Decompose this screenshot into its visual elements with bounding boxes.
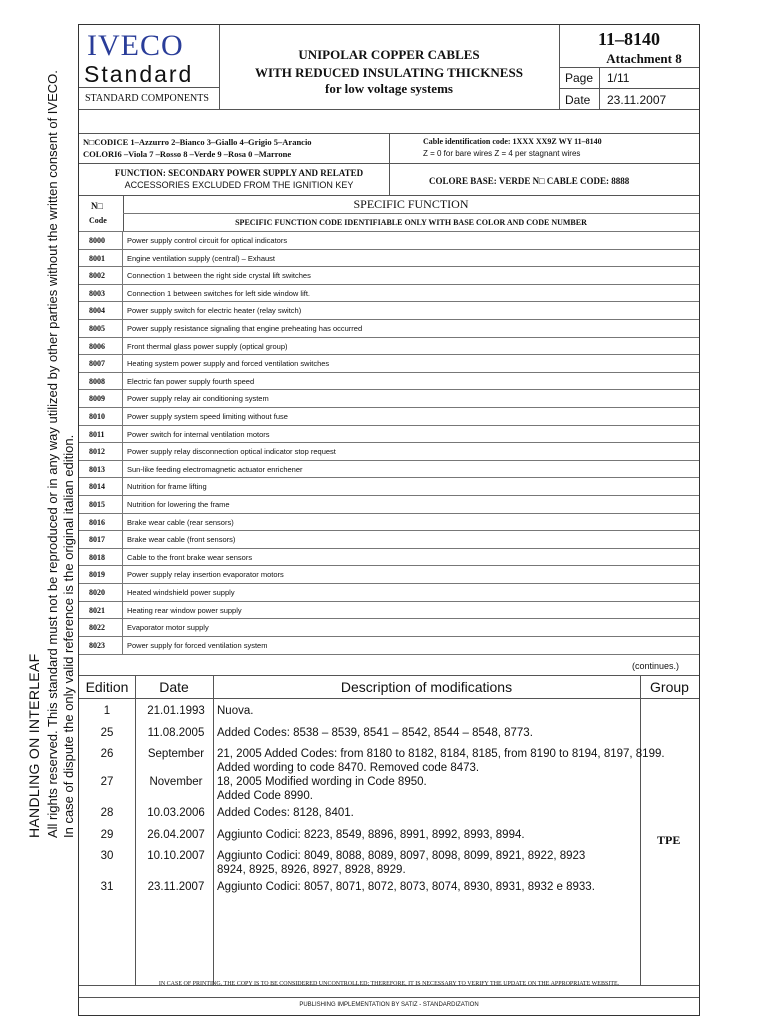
- mod-date: 21.01.1993: [147, 705, 205, 717]
- mod-header-description: Description of modifications: [340, 679, 513, 695]
- mod-description-cont: Added wording to code 8470. Removed code 8473.: [217, 762, 480, 774]
- mod-date: 10.10.2007: [147, 850, 205, 862]
- attachment-label: Attachment 8: [606, 51, 682, 66]
- spec-row: [79, 442, 699, 461]
- spec-row-code: 8000: [79, 232, 123, 250]
- page-label: Page: [565, 71, 594, 85]
- spec-row-description: Power supply relay disconnection optical indicator stop request: [127, 447, 336, 457]
- spec-row: [79, 530, 699, 549]
- handling-note: HANDLING ON INTERLEAF: [26, 653, 42, 838]
- spec-row: [79, 513, 699, 532]
- mod-description-cont: Added Code 8990.: [217, 790, 313, 802]
- function-line1: FUNCTION: SECONDARY POWER SUPPLY AND RELATED: [114, 168, 364, 178]
- spec-row-description: Heating rear window power supply: [127, 605, 242, 615]
- date-value: 23.11.2007: [607, 93, 667, 107]
- spec-row-code: 8010: [79, 408, 123, 426]
- ident-note: Z = 0 for bare wires Z = 4 per stagnant wires: [423, 149, 581, 158]
- spec-row-description: Sun-like feeding electromagnetic actuator enrichener: [127, 464, 303, 474]
- mod-description: 18, 2005 Modified wording in Code 8950.: [217, 776, 427, 788]
- doc-title-3: for low voltage systems: [325, 81, 453, 96]
- date-label: Date: [565, 93, 591, 107]
- spec-row: [79, 425, 699, 444]
- spec-row-code: 8014: [79, 478, 123, 496]
- spec-row: [79, 389, 699, 408]
- spec-row: [79, 460, 699, 479]
- mod-header-date: Date: [159, 679, 189, 695]
- document-frame: [78, 24, 700, 1016]
- spec-row-description: Brake wear cable (front sensors): [127, 535, 236, 545]
- mod-description: Aggiunto Codici: 8049, 8088, 8089, 8097, 8098, 8099, 8921, 8922, 8923: [217, 850, 586, 862]
- mod-date: 23.11.2007: [147, 881, 205, 893]
- code-col-symbol: N□: [91, 201, 103, 211]
- mod-date: 11.08.2005: [147, 727, 205, 739]
- spec-row-description: Nutrition for frame lifting: [127, 482, 207, 492]
- mod-date: 26.04.2007: [147, 829, 205, 841]
- code-col-header: Code: [89, 216, 107, 225]
- page-value: 1/11: [607, 71, 630, 85]
- spec-row-code: 8001: [79, 250, 123, 268]
- spec-row-description: Connection 1 between the right side crystal lift switches: [127, 271, 311, 281]
- spec-row-code: 8022: [79, 619, 123, 637]
- spec-row-code: 8021: [79, 602, 123, 620]
- spec-row-description: Electric fan power supply fourth speed: [127, 376, 255, 386]
- spec-row: [79, 601, 699, 620]
- ident-code: Cable identification code: 1XXX XX9Z WY 11–8140: [423, 137, 602, 146]
- spec-row-description: Heated windshield power supply: [127, 588, 235, 597]
- spec-row: [79, 618, 699, 637]
- spec-row-code: 8023: [79, 637, 123, 655]
- color-codes-line2: COLORI6 –Viola 7 –Rosso 8 –Verde 9 –Rosa 0 –Marrone: [83, 149, 292, 159]
- spec-row: [79, 266, 699, 285]
- spec-row-code: 8009: [79, 390, 123, 408]
- mod-edition: 27: [100, 776, 114, 788]
- mod-date: September: [147, 748, 205, 760]
- color-codes-line1: N□CODICE 1–Azzurro 2–Bianco 3–Giallo 4–Grigio 5–Arancio: [83, 137, 312, 147]
- mod-date: November: [149, 776, 203, 788]
- function-line2: ACCESSORIES EXCLUDED FROM THE IGNITION KEY: [124, 180, 354, 190]
- spec-row-description: Power supply resistance signaling that engine preheating has occurred: [127, 324, 363, 333]
- spec-function-subheading: SPECIFIC FUNCTION CODE IDENTIFIABLE ONLY WITH BASE COLOR AND CODE NUMBER: [235, 218, 587, 227]
- footer-print-note: IN CASE OF PRINTING, THE COPY IS TO BE CONSIDERED UNCONTROLLED; THEREFORE, IT IS NECESSARY TO VERIFY THE UPDATE ON THE APPROPRIATE WEBSITE.: [158, 981, 620, 987]
- standard-code: 11–8140: [597, 29, 660, 49]
- spec-row-description: Evaporator motor supply: [127, 623, 209, 633]
- spec-row-code: 8020: [79, 584, 123, 602]
- dispute-note: In case of dispute the only valid reference is the original italian edition.: [61, 434, 76, 838]
- mod-header-edition: Edition: [85, 679, 129, 695]
- spec-row-description: Power switch for internal ventilation motors: [127, 429, 270, 439]
- footer-publisher: PUBLISHING IMPLEMENTATION BY SATIZ - STANDARDIZATION: [299, 1002, 479, 1008]
- spec-row-code: 8018: [79, 549, 123, 567]
- spec-row-code: 8003: [79, 285, 123, 303]
- spec-row: [79, 231, 699, 250]
- spec-row-code: 8012: [79, 443, 123, 461]
- mod-edition: 1: [103, 705, 111, 717]
- spec-row-description: Power supply for forced ventilation system: [127, 640, 268, 650]
- spec-row-code: 8006: [79, 338, 123, 356]
- spec-row-code: 8002: [79, 267, 123, 285]
- mod-edition: 26: [100, 748, 114, 760]
- base-color: COLORE BASE: VERDE N□ CABLE CODE: 8888: [429, 176, 630, 186]
- spec-row: [79, 565, 699, 584]
- group-value: TPE: [657, 833, 681, 847]
- spec-row-code: 8015: [79, 496, 123, 514]
- spec-row: [79, 477, 699, 496]
- mod-description: Added Codes: 8128, 8401.: [217, 807, 354, 819]
- spec-row-description: Power supply system speed limiting without fuse: [127, 412, 288, 421]
- mod-edition: 29: [100, 829, 114, 841]
- spec-row: [79, 636, 699, 655]
- spec-row-description: Cable to the front brake wear sensors: [127, 552, 253, 562]
- mod-description: 21, 2005 Added Codes: from 8180 to 8182, 8184, 8185, from 8190 to 8194, 8197, 8199.: [217, 748, 665, 760]
- spec-row: [79, 354, 699, 373]
- spec-row-code: 8007: [79, 355, 123, 373]
- spec-row-description: Heating system power supply and forced ventilation switches: [127, 359, 330, 369]
- mod-edition: 25: [100, 727, 114, 739]
- spec-row-code: 8016: [79, 514, 123, 532]
- spec-row-description: Engine ventilation supply (central) – Exhaust: [127, 253, 276, 263]
- mod-edition: 30: [100, 850, 114, 862]
- mod-edition: 31: [100, 881, 114, 893]
- rights-note: All rights reserved. This standard must not be reproduced or in any way utilized by other parties without the written consent of IVECO.: [45, 70, 60, 838]
- mod-description-cont: 8924, 8925, 8926, 8927, 8928, 8929.: [217, 864, 406, 876]
- spec-row: [79, 319, 699, 338]
- spec-row-code: 8008: [79, 373, 123, 391]
- spec-row-description: Brake wear cable (rear sensors): [127, 517, 234, 527]
- spec-row: [79, 249, 699, 268]
- spec-row-code: 8019: [79, 566, 123, 584]
- brand-subtitle: Standard: [84, 61, 194, 87]
- spec-row-code: 8017: [79, 531, 123, 549]
- spec-row: [79, 548, 699, 567]
- doc-title-2: WITH REDUCED INSULATING THICKNESS: [255, 65, 523, 80]
- spec-row: [79, 583, 699, 602]
- spec-row: [79, 284, 699, 303]
- doc-title-1: UNIPOLAR COPPER CABLES: [298, 47, 480, 62]
- spec-row: [79, 337, 699, 356]
- mod-description: Aggiunto Codici: 8057, 8071, 8072, 8073, 8074, 8930, 8931, 8932 e 8933.: [217, 881, 595, 893]
- mod-description: Nuova.: [217, 705, 254, 717]
- category-label: STANDARD COMPONENTS: [85, 93, 209, 104]
- spec-row-description: Power supply control circuit for optical indicators: [127, 236, 288, 245]
- spec-row-description: Power supply relay insertion evaporator motors: [127, 570, 284, 580]
- mod-edition: 28: [100, 807, 114, 819]
- spec-row-code: 8004: [79, 302, 123, 320]
- mod-description: Added Codes: 8538 – 8539, 8541 – 8542, 8544 – 8548, 8773.: [217, 727, 533, 739]
- spec-row-description: Power supply relay air conditioning system: [127, 394, 269, 404]
- spec-row-description: Front thermal glass power supply (optical group): [127, 341, 288, 351]
- spec-row-description: Connection 1 between switches for left side window lift.: [127, 288, 311, 298]
- spec-row-description: Nutrition for lowering the frame: [127, 500, 230, 509]
- spec-row: [79, 372, 699, 391]
- spec-row: [79, 301, 699, 320]
- spec-row-code: 8013: [79, 461, 123, 479]
- spec-row-code: 8005: [79, 320, 123, 338]
- spec-row-code: 8011: [79, 426, 123, 444]
- spec-function-heading: SPECIFIC FUNCTION: [353, 197, 469, 211]
- spec-row: [79, 407, 699, 426]
- continues-note: (continues.): [631, 661, 679, 671]
- mod-header-group: Group: [650, 679, 689, 695]
- mod-date: 10.03.2006: [147, 807, 205, 819]
- mod-description: Aggiunto Codici: 8223, 8549, 8896, 8991, 8992, 8993, 8994.: [217, 829, 525, 841]
- spec-row-description: Power supply switch for electric heater (relay switch): [127, 306, 302, 316]
- brand-logo: IVECO: [87, 29, 184, 62]
- spec-row: [79, 495, 699, 514]
